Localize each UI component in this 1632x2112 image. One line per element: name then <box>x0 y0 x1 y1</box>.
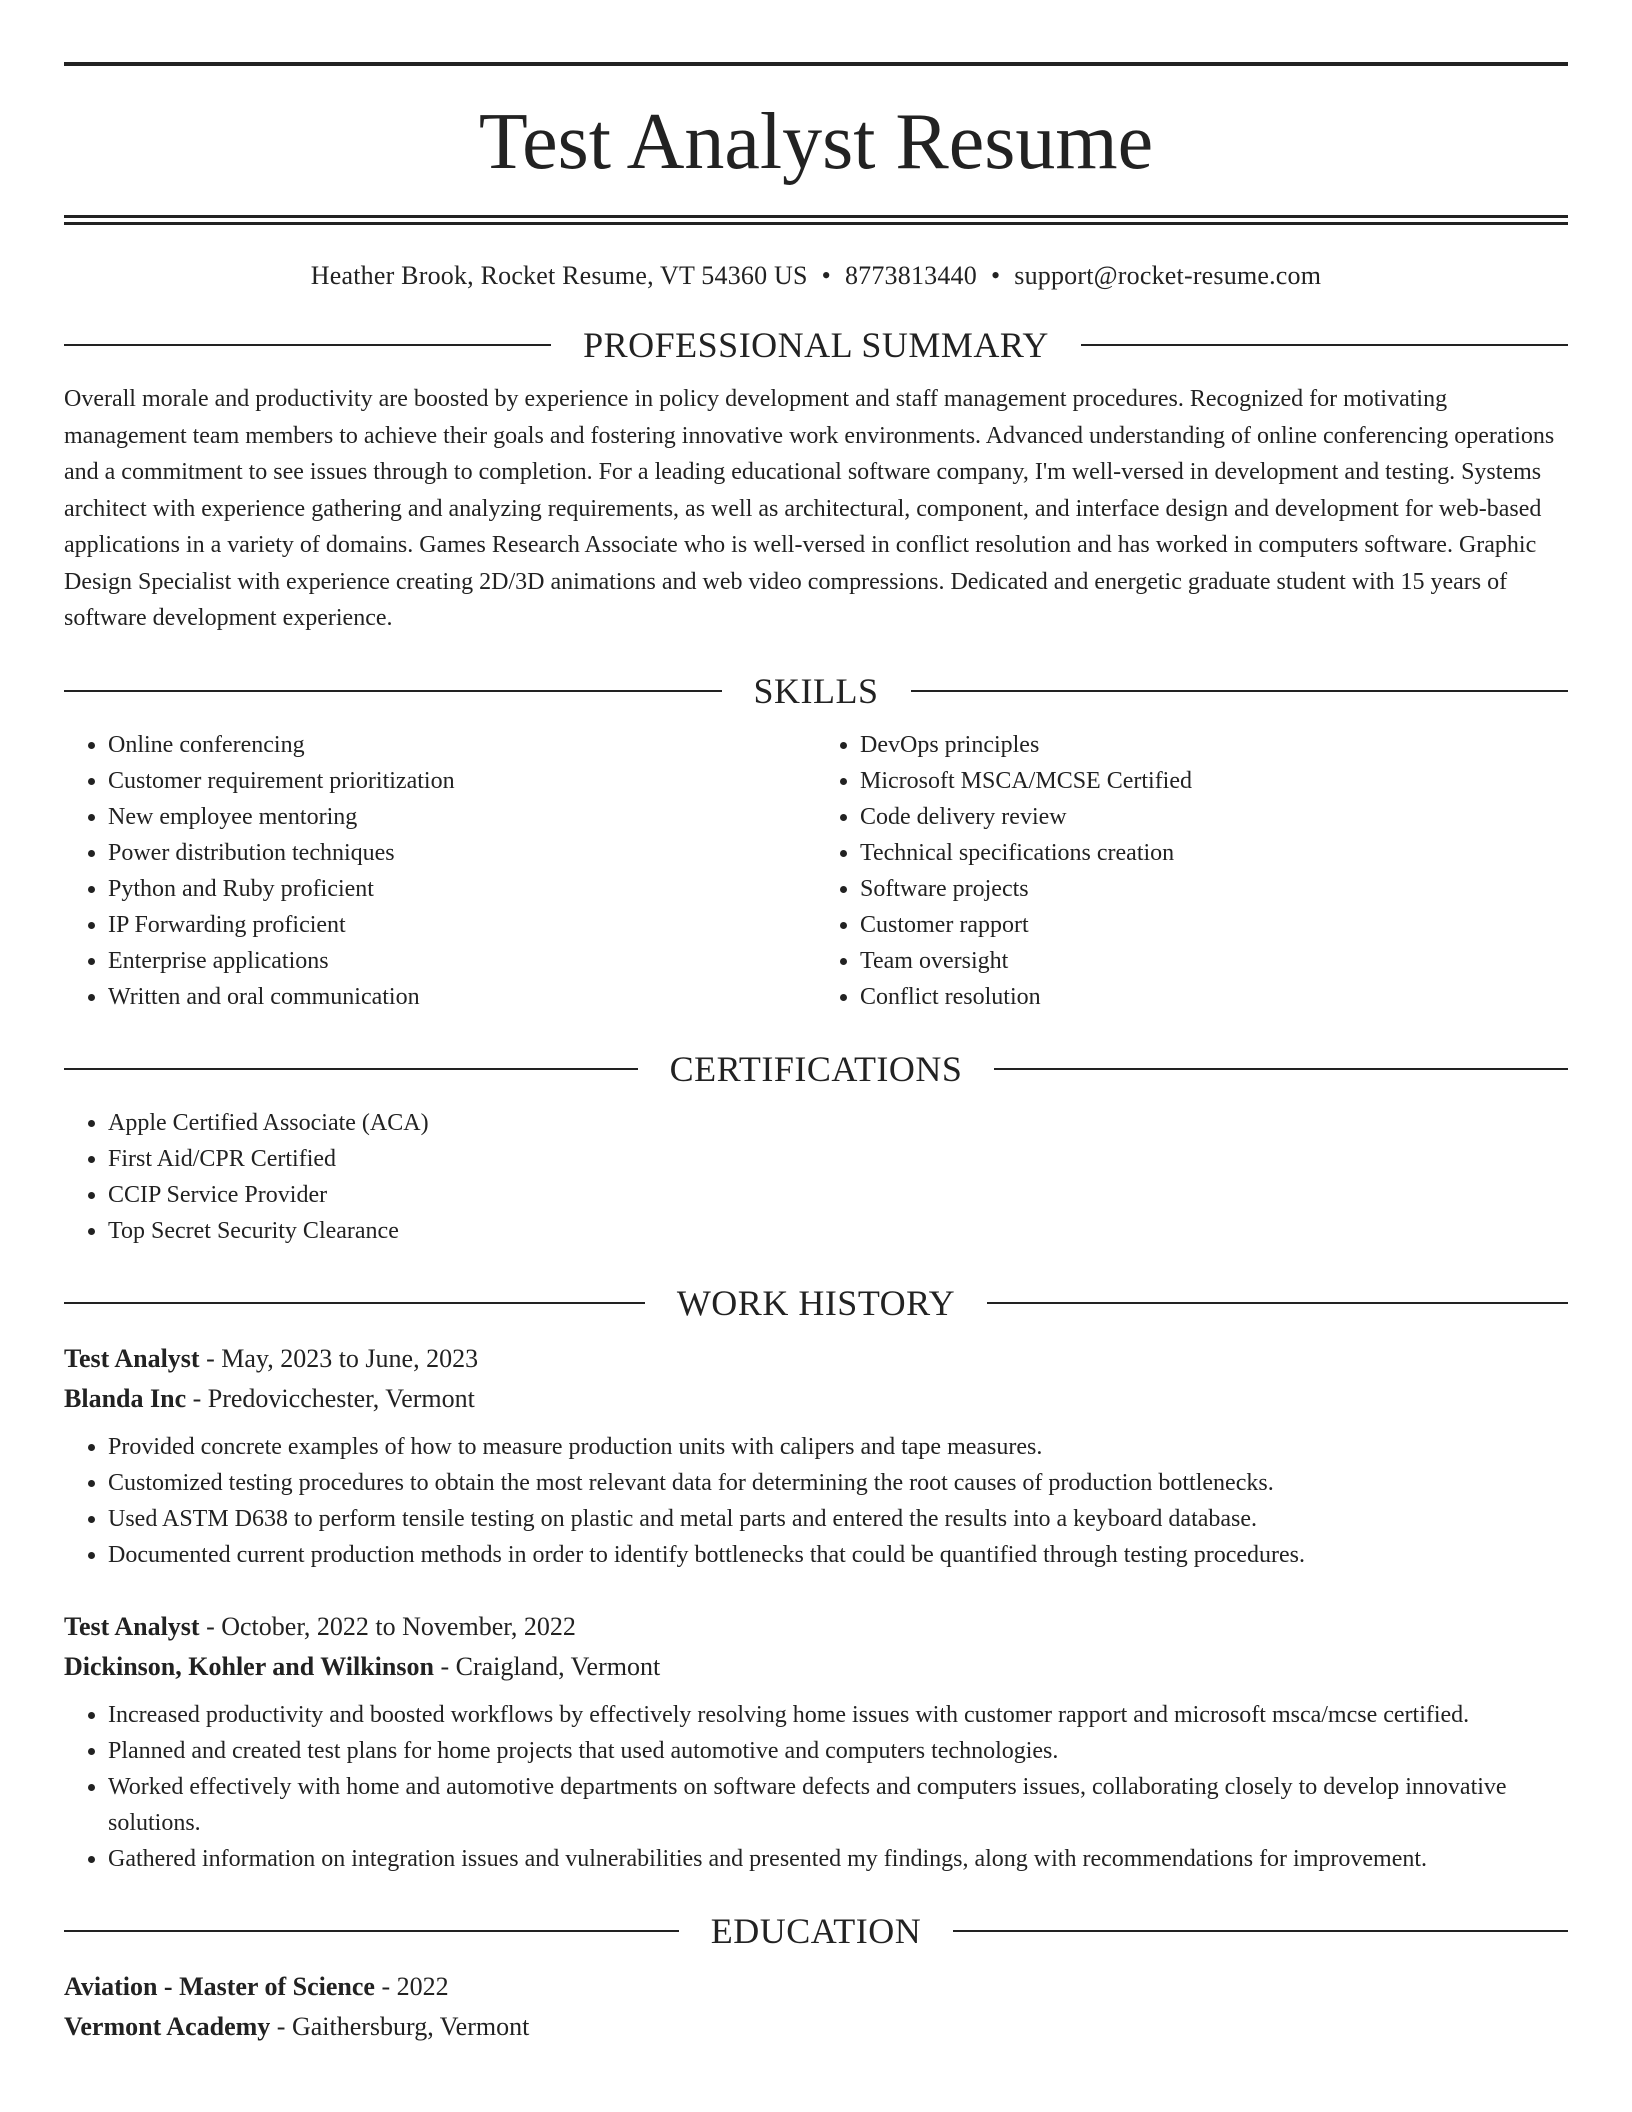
section-rule-right <box>994 1068 1568 1070</box>
contact-phone: 8773813440 <box>844 261 977 290</box>
job-title-line <box>64 1607 1568 1647</box>
skill-item: • Written and oral communication <box>108 979 816 1015</box>
job-location: - Predovicchester, Vermont <box>186 1383 475 1413</box>
job-dates: - October, 2022 to November, 2022 <box>199 1611 576 1641</box>
contact-separator: • <box>990 261 1001 290</box>
title-double-rule <box>64 215 1568 225</box>
job-company: Dickinson, Kohler and Wilkinson <box>64 1651 434 1681</box>
skill-item: • DevOps principles <box>860 727 1568 763</box>
skills-list-right <box>816 727 1568 1015</box>
skills-columns <box>64 727 1568 1015</box>
section-rule-left <box>64 1302 645 1304</box>
skill-item: • Conflict resolution <box>860 979 1568 1015</box>
skill-item: • Power distribution techniques <box>108 835 816 871</box>
certifications-list <box>64 1105 1568 1249</box>
skill-item: • Customer rapport <box>860 907 1568 943</box>
skill-item: • Customer requirement prioritization <box>108 763 816 799</box>
education-degree-line <box>64 1967 1568 2007</box>
job-title-line <box>64 1339 1568 1379</box>
skill-item: • Software projects <box>860 871 1568 907</box>
job-location: - Craigland, Vermont <box>433 1651 661 1681</box>
job-company-line <box>64 1379 1568 1419</box>
section-header-education <box>64 1909 1568 1953</box>
education-school-line <box>64 2007 1568 2047</box>
section-rule-right <box>953 1930 1568 1932</box>
job-bullet: • Gathered information on integration issues and vulnerabilities and presented my findings, along with recommendations for improvement. <box>108 1841 1568 1877</box>
certification-item: • First Aid/CPR Certified <box>108 1141 1568 1177</box>
skill-item: • Team oversight <box>860 943 1568 979</box>
skill-item: • Technical specifications creation <box>860 835 1568 871</box>
job-bullet: • Increased productivity and boosted workflows by effectively resolving home issues with customer rapport and microsoft msca/mcse certified. <box>108 1697 1568 1733</box>
skill-item: • Online conferencing <box>108 727 816 763</box>
job-bullet: • Documented current production methods in order to identify bottlenecks that could be quantified through testing procedures. <box>108 1537 1568 1573</box>
section-rule-right <box>911 690 1569 692</box>
section-header-work <box>64 1281 1568 1325</box>
skill-item: • Code delivery review <box>860 799 1568 835</box>
job-entry <box>64 1607 1568 1877</box>
job-company: Blanda Inc <box>64 1383 187 1413</box>
section-rule-left <box>64 690 722 692</box>
top-rule <box>64 62 1568 66</box>
contact-line <box>64 261 1568 291</box>
job-bullet: • Planned and created test plans for home projects that used automotive and computers technologies. <box>108 1733 1568 1769</box>
skill-item: • New employee mentoring <box>108 799 816 835</box>
section-header-skills <box>64 669 1568 713</box>
job-bullets <box>64 1429 1568 1573</box>
contact-address: Heather Brook, Rocket Resume, VT 54360 US <box>310 261 808 290</box>
summary-text: Overall morale and productivity are boosted by experience in policy development and staff management procedures. Recognized for motivating management team members to achieve their goals and fostering innovative work environments. Advanced understanding of online conferencing operations and a commitment to see issues through to completion. For a leading educational software company, I'm well-versed in development and testing. Systems architect with experience gathering and analyzing requirements, as well as architectural, component, and interface design and development for web-based applications in a variety of domains. Games Research Associate who is well-versed in conflict resolution and has worked in computers software. Graphic Design Specialist with experience creating 2D/3D animations and web video compressions. Dedicated and energetic graduate student with 15 years of software development experience. <box>64 386 1555 631</box>
section-header-summary <box>64 323 1568 367</box>
section-rule-right <box>987 1302 1568 1304</box>
job-bullets <box>64 1697 1568 1877</box>
section-title-summary: PROFESSIONAL SUMMARY <box>583 325 1049 365</box>
skill-item: • Python and Ruby proficient <box>108 871 816 907</box>
certification-item: • CCIP Service Provider <box>108 1177 1568 1213</box>
education-degree: Aviation - Master of Science <box>64 1971 375 2001</box>
section-rule-left <box>64 1930 679 1932</box>
section-title-work: WORK HISTORY <box>676 1282 956 1323</box>
education-school: Vermont Academy <box>64 2011 271 2041</box>
skills-list-left <box>64 727 816 1015</box>
contact-email: support@rocket-resume.com <box>1014 261 1322 290</box>
job-title: Test Analyst <box>64 1611 200 1641</box>
section-title-education: EDUCATION <box>710 1910 922 1951</box>
job-bullet: • Customized testing procedures to obtain the most relevant data for determining the root causes of production bottlenecks. <box>108 1465 1568 1501</box>
page-title: Test Analyst Resume <box>478 98 1154 186</box>
job-bullet: • Worked effectively with home and automotive departments on software defects and computers issues, collaborating closely to develop innovative solutions. <box>108 1769 1568 1841</box>
skill-item: • IP Forwarding proficient <box>108 907 816 943</box>
section-rule-left <box>64 344 551 346</box>
job-company-line <box>64 1647 1568 1687</box>
certification-item: • Top Secret Security Clearance <box>108 1213 1568 1249</box>
skill-item: • Microsoft MSCA/MCSE Certified <box>860 763 1568 799</box>
section-title-skills: SKILLS <box>753 670 879 711</box>
job-dates: - May, 2023 to June, 2023 <box>199 1343 479 1373</box>
education-location: - Gaithersburg, Vermont <box>270 2011 530 2041</box>
job-bullet: • Used ASTM D638 to perform tensile testing on plastic and metal parts and entered the results into a keyboard database. <box>108 1501 1568 1537</box>
section-header-certifications <box>64 1047 1568 1091</box>
job-title: Test Analyst <box>64 1343 200 1373</box>
job-bullet: • Provided concrete examples of how to measure production units with calipers and tape measures. <box>108 1429 1568 1465</box>
skill-item: • Enterprise applications <box>108 943 816 979</box>
section-rule-left <box>64 1068 638 1070</box>
job-entry <box>64 1339 1568 1573</box>
section-title-certifications: CERTIFICATIONS <box>669 1048 963 1089</box>
education-year: - 2022 <box>374 1971 449 2001</box>
contact-separator: • <box>821 261 831 290</box>
section-rule-right <box>1081 344 1568 346</box>
certification-item: • Apple Certified Associate (ACA) <box>108 1105 1568 1141</box>
